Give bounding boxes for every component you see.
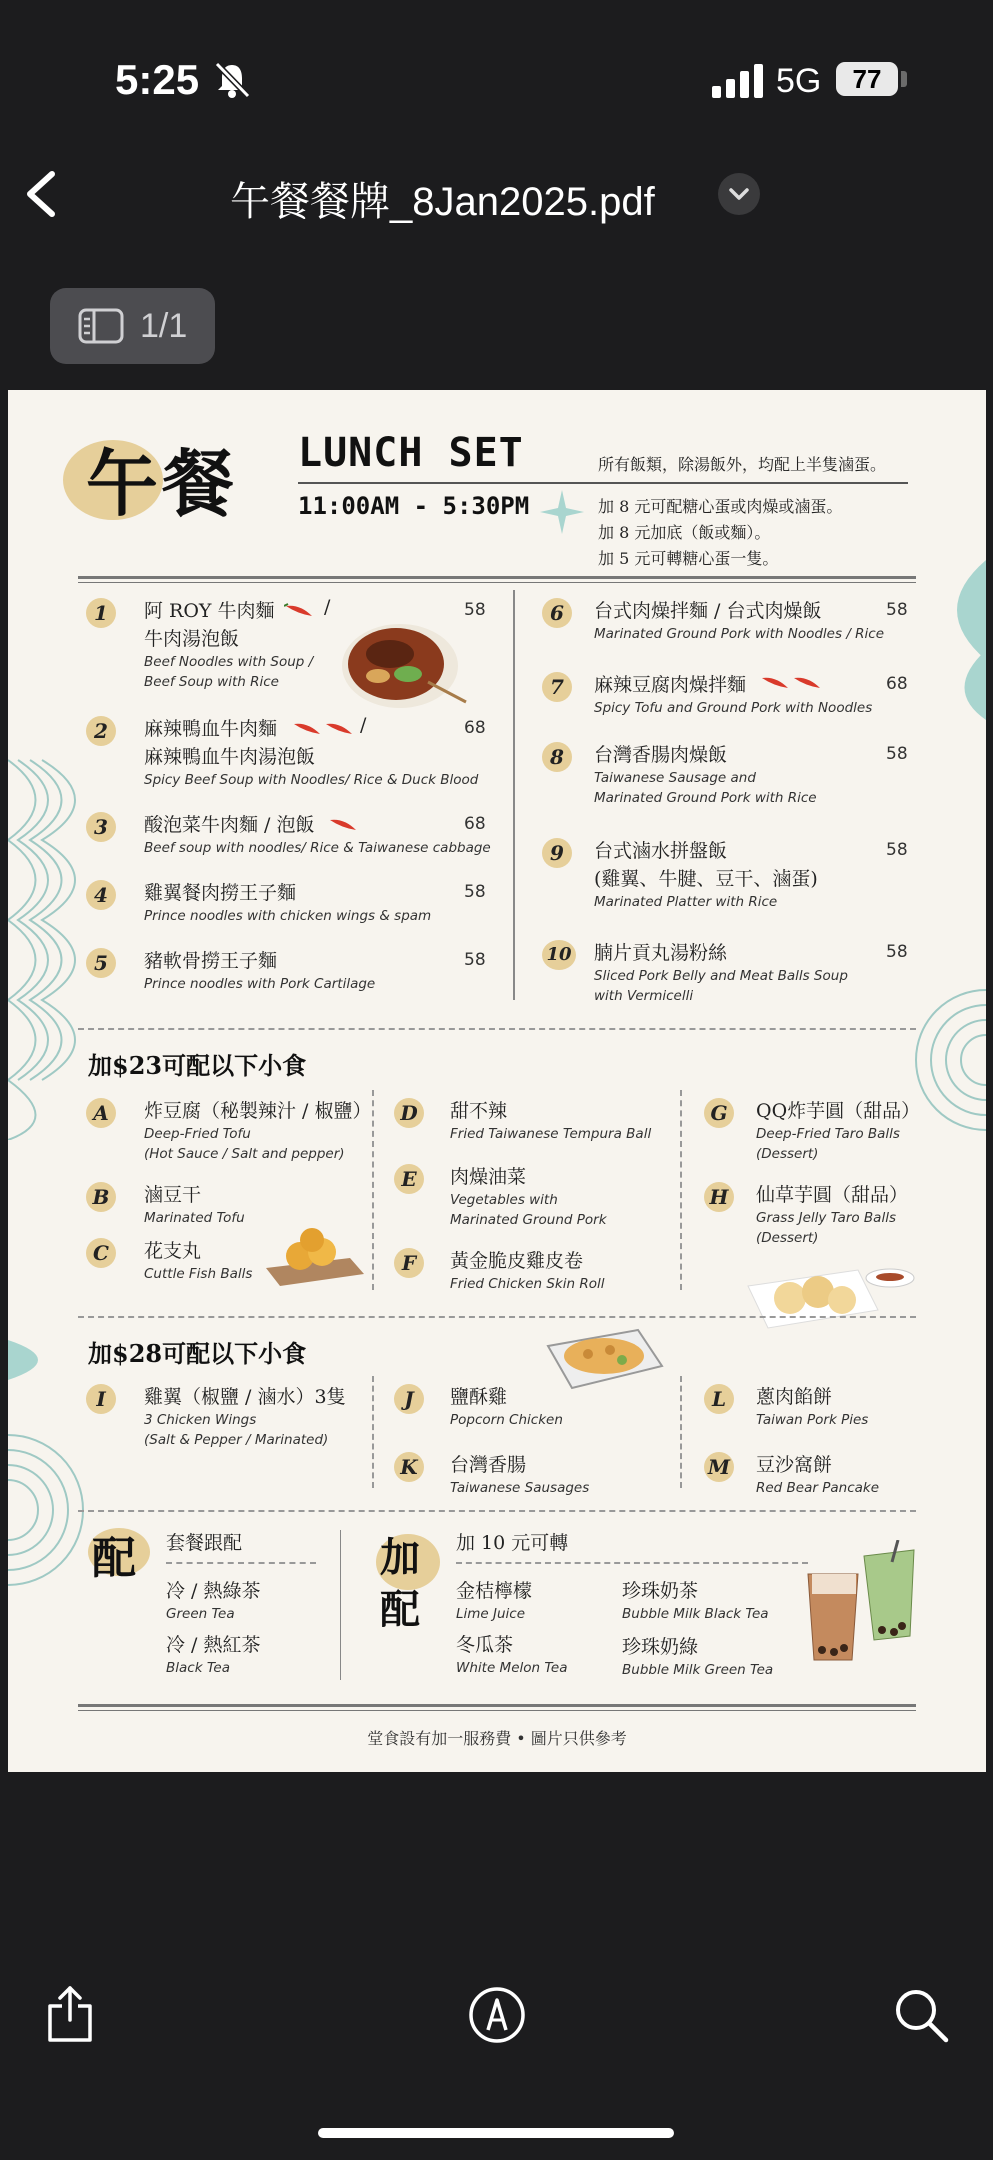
upgrade-drink: 珍珠奶綠 (622, 1636, 699, 1658)
divider-dashed (78, 1510, 916, 1512)
snack-name: 雞翼（椒鹽 / 滷水）3隻 (144, 1386, 346, 1408)
snack-en: Red Bear Pancake (756, 1480, 880, 1496)
snack-en: Fried Taiwanese Tempura Ball (450, 1126, 652, 1142)
snack-letter: A (86, 1098, 116, 1128)
snack-name: 肉燥油菜 (450, 1166, 527, 1188)
snack-name: 滷豆干 (144, 1184, 202, 1206)
battery-level: 77 (836, 62, 898, 96)
item-price: 58 (464, 882, 486, 902)
note-3: 加 8 元加底（飯或麵）。 (598, 523, 771, 542)
item-name: 雞翼餐肉撈王子麵 (144, 882, 297, 904)
item-price: 58 (886, 942, 908, 962)
item-en: Marinated Platter with Rice (594, 894, 778, 910)
section-rule-top (78, 576, 916, 579)
snack-letter: I (86, 1384, 116, 1414)
snack-en-line2: (Dessert) (756, 1146, 819, 1162)
sidebar-icon (78, 308, 124, 344)
page-indicator-button[interactable] (50, 288, 215, 364)
snack-letter: E (394, 1164, 424, 1194)
snack-name: 甜不辣 (450, 1100, 508, 1122)
drink-name: 冷 / 熱紅茶 (166, 1634, 261, 1656)
snack-letter: J (394, 1384, 424, 1414)
snack28-col-divider-1 (372, 1376, 374, 1488)
item-en: Prince noodles with Pork Cartilage (144, 976, 376, 992)
item-num: 7 (542, 672, 572, 702)
chili-icon (292, 720, 356, 738)
snack-name: 花支丸 (144, 1240, 202, 1262)
sparkle-icon (540, 490, 584, 534)
footer-note: 堂食設有加一服務費 • 圖片只供參考 (367, 1729, 627, 1748)
decorative-leaf-left (8, 1330, 68, 1390)
snack-letter: G (704, 1098, 734, 1128)
snack-en: Popcorn Chicken (450, 1412, 563, 1428)
chevron-down-icon[interactable] (718, 173, 760, 215)
note-2: 加 8 元可配糖心蛋或肉燥或滷蛋。 (598, 497, 843, 516)
divider-dashed (78, 1028, 916, 1030)
markup-icon[interactable] (468, 1986, 526, 2044)
footer-rule (78, 1704, 916, 1707)
item-name: 豬軟骨撈王子麵 (144, 950, 278, 972)
item-name: 麻辣鴨血牛肉麵 (144, 718, 278, 740)
footer-rule-2 (78, 1710, 916, 1711)
item-name: 腩片貢丸湯粉絲 (594, 942, 728, 964)
item-slash: / (360, 714, 367, 736)
snack-en: 3 Chicken Wings (144, 1412, 257, 1428)
chili-icon (328, 816, 360, 834)
signal-icon (712, 64, 764, 98)
snack-name: 豆沙窩餅 (756, 1454, 833, 1476)
fish-ball-image (260, 1228, 370, 1288)
upgrade-badge-bottom: 配 (380, 1586, 420, 1633)
item-name: 台式滷水拼盤飯 (594, 840, 728, 862)
item-name: 麻辣豆腐肉燥拌麵 (594, 674, 747, 696)
status-bar (0, 0, 993, 160)
snack-en-line2: (Hot Sauce / Salt and pepper) (144, 1146, 345, 1162)
item-num: 5 (86, 948, 116, 978)
item-name: 酸泡菜牛肉麵 / 泡飯 (144, 814, 315, 836)
item-name-line2: 牛肉湯泡飯 (144, 628, 240, 650)
item-slash: / (324, 596, 331, 618)
snack-letter: C (86, 1238, 116, 1268)
item-en: Taiwanese Sausage and (594, 770, 756, 786)
item-en-line2: Beef Soup with Rice (144, 674, 279, 690)
snack-col-divider-2 (680, 1090, 682, 1290)
search-icon[interactable] (892, 1986, 950, 2044)
note-4: 加 5 元可轉糖心蛋一隻。 (598, 549, 779, 568)
upgrade-drink: 冬瓜茶 (456, 1634, 514, 1656)
item-price: 68 (464, 718, 486, 738)
snack-en: Taiwan Pork Pies (756, 1412, 869, 1428)
upgrade-title-rule (456, 1562, 808, 1564)
upgrade-drink-en: Lime Juice (456, 1606, 526, 1622)
drinks-title-rule (166, 1562, 316, 1564)
popcorn-chicken-image (538, 1316, 668, 1396)
item-name-line2: (雞翼、牛腱、豆干、滷蛋) (594, 868, 818, 890)
upgrade-title: 加 10 元可轉 (456, 1532, 569, 1554)
item-num: 1 (86, 598, 116, 628)
snack28-col-divider-2 (680, 1376, 682, 1488)
snack-letter: B (86, 1182, 116, 1212)
snack-en-line2: (Salt & Pepper / Marinated) (144, 1432, 329, 1448)
snack-letter: L (704, 1384, 734, 1414)
menu-title-cn: 午餐 (86, 441, 239, 526)
snack-name: QQ炸芋圓（甜品） (756, 1100, 921, 1122)
snack-name: 黃金脆皮雞皮卷 (450, 1250, 584, 1272)
item-en: Spicy Beef Soup with Noodles/ Rice & Duck Blood (144, 772, 479, 788)
item-price: 68 (464, 814, 486, 834)
bell-slash-icon (212, 60, 252, 100)
divider-dashed (78, 1316, 916, 1318)
snack-en-line2: Marinated Ground Pork (450, 1212, 607, 1228)
drink-en: Green Tea (166, 1606, 235, 1622)
pancake-plate-image (738, 1256, 918, 1336)
back-chevron-icon[interactable] (20, 168, 68, 220)
item-name: 台式肉燥拌麵 / 台式肉燥飯 (594, 600, 822, 622)
page-indicator-label: 1/1 (140, 307, 188, 345)
item-price: 58 (464, 600, 486, 620)
drinks-title: 套餐跟配 (166, 1532, 243, 1554)
snack-name: 鹽酥雞 (450, 1386, 508, 1408)
item-name: 台灣香腸肉燥飯 (594, 744, 728, 766)
document-title[interactable]: 午餐餐牌_8Jan2025.pdf (230, 180, 655, 224)
bubble-tea-image (798, 1540, 938, 1670)
item-num: 4 (86, 880, 116, 910)
snack-name: 台灣香腸 (450, 1454, 527, 1476)
item-num: 6 (542, 598, 572, 628)
snack-en: Deep-Fried Tofu (144, 1126, 251, 1142)
item-en-line2: Marinated Ground Pork with Rice (594, 790, 817, 806)
menu-hours: 11:00AM - 5:30PM (298, 492, 530, 520)
upgrade-drink-en: Bubble Milk Black Tea (622, 1606, 769, 1622)
snack-en: Fried Chicken Skin Roll (450, 1276, 605, 1292)
status-time: 5:25 (115, 56, 200, 103)
main-column-divider (513, 590, 515, 1000)
upgrade-drink-en: Bubble Milk Green Tea (622, 1662, 774, 1678)
upgrade-drink: 金桔檸檬 (456, 1580, 533, 1602)
item-price: 58 (464, 950, 486, 970)
item-en-line2: with Vermicelli (594, 988, 694, 1004)
snack-en: Cuttle Fish Balls (144, 1266, 253, 1282)
snack-name: 炸豆腐（秘製辣汁 / 椒鹽） (144, 1100, 372, 1122)
snack-en: Vegetables with (450, 1192, 558, 1208)
item-num: 9 (542, 838, 572, 868)
snack-letter: M (704, 1452, 734, 1482)
drinks-badge: 配 (92, 1533, 136, 1584)
item-price: 68 (886, 674, 908, 694)
item-en: Sliced Pork Belly and Meat Balls Soup (594, 968, 848, 984)
decorative-wave-right (908, 950, 986, 1170)
item-num: 2 (86, 716, 116, 746)
share-icon[interactable] (44, 1984, 96, 2044)
battery-cap (901, 71, 907, 87)
drinks-divider (340, 1530, 341, 1680)
item-en: Prince noodles with chicken wings & spam (144, 908, 432, 924)
header-rule (298, 482, 908, 484)
upgrade-drink: 珍珠奶茶 (622, 1580, 699, 1602)
snack-letter: D (394, 1098, 424, 1128)
decorative-wave-bottom-left (8, 1410, 88, 1610)
item-price: 58 (886, 600, 908, 620)
snack-en: Grass Jelly Taro Balls (756, 1210, 896, 1226)
chili-icon (760, 674, 824, 692)
pdf-page (8, 390, 986, 1772)
snack-en: Deep-Fried Taro Balls (756, 1126, 900, 1142)
snack-letter: K (394, 1452, 424, 1482)
drink-name: 冷 / 熱綠茶 (166, 1580, 261, 1602)
item-en: Marinated Ground Pork with Noodles / Rice (594, 626, 885, 642)
snacks28-title: 加$28可配以下小食 (88, 1339, 307, 1368)
snack-letter: H (704, 1182, 734, 1212)
snack-letter: F (394, 1248, 424, 1278)
item-num: 10 (542, 940, 576, 970)
drink-en: Black Tea (166, 1660, 230, 1676)
item-name: 阿 ROY 牛肉麵 (144, 600, 275, 622)
item-en: Beef Noodles with Soup / (144, 654, 314, 670)
item-name-line2: 麻辣鴨血牛肉湯泡飯 (144, 746, 316, 768)
upgrade-badge-top: 加 (380, 1534, 420, 1581)
chili-icon (284, 602, 316, 620)
item-num: 8 (542, 742, 572, 772)
upgrade-drink-en: White Melon Tea (456, 1660, 568, 1676)
section-rule-top-2 (78, 582, 916, 583)
beef-noodle-image (338, 612, 468, 712)
snack-en: Taiwanese Sausages (450, 1480, 590, 1496)
snack-name: 蔥肉餡餅 (756, 1386, 833, 1408)
item-price: 58 (886, 840, 908, 860)
item-price: 58 (886, 744, 908, 764)
home-indicator[interactable] (318, 2128, 674, 2138)
item-en: Spicy Tofu and Ground Pork with Noodles (594, 700, 873, 716)
snack-en: Marinated Tofu (144, 1210, 245, 1226)
note-1: 所有飯類，除湯飯外，均配上半隻滷蛋。 (598, 455, 887, 474)
snack-col-divider-1 (372, 1090, 374, 1290)
item-en: Beef soup with noodles/ Rice & Taiwanese cabbage (144, 840, 491, 856)
snack-en-line2: (Dessert) (756, 1230, 819, 1246)
decorative-leaf-right (918, 550, 986, 720)
snacks23-title: 加$23可配以下小食 (88, 1051, 307, 1080)
menu-title-en: LUNCH SET (298, 430, 524, 476)
network-type: 5G (776, 62, 822, 100)
snack-name: 仙草芋圓（甜品） (756, 1184, 909, 1206)
item-num: 3 (86, 812, 116, 842)
